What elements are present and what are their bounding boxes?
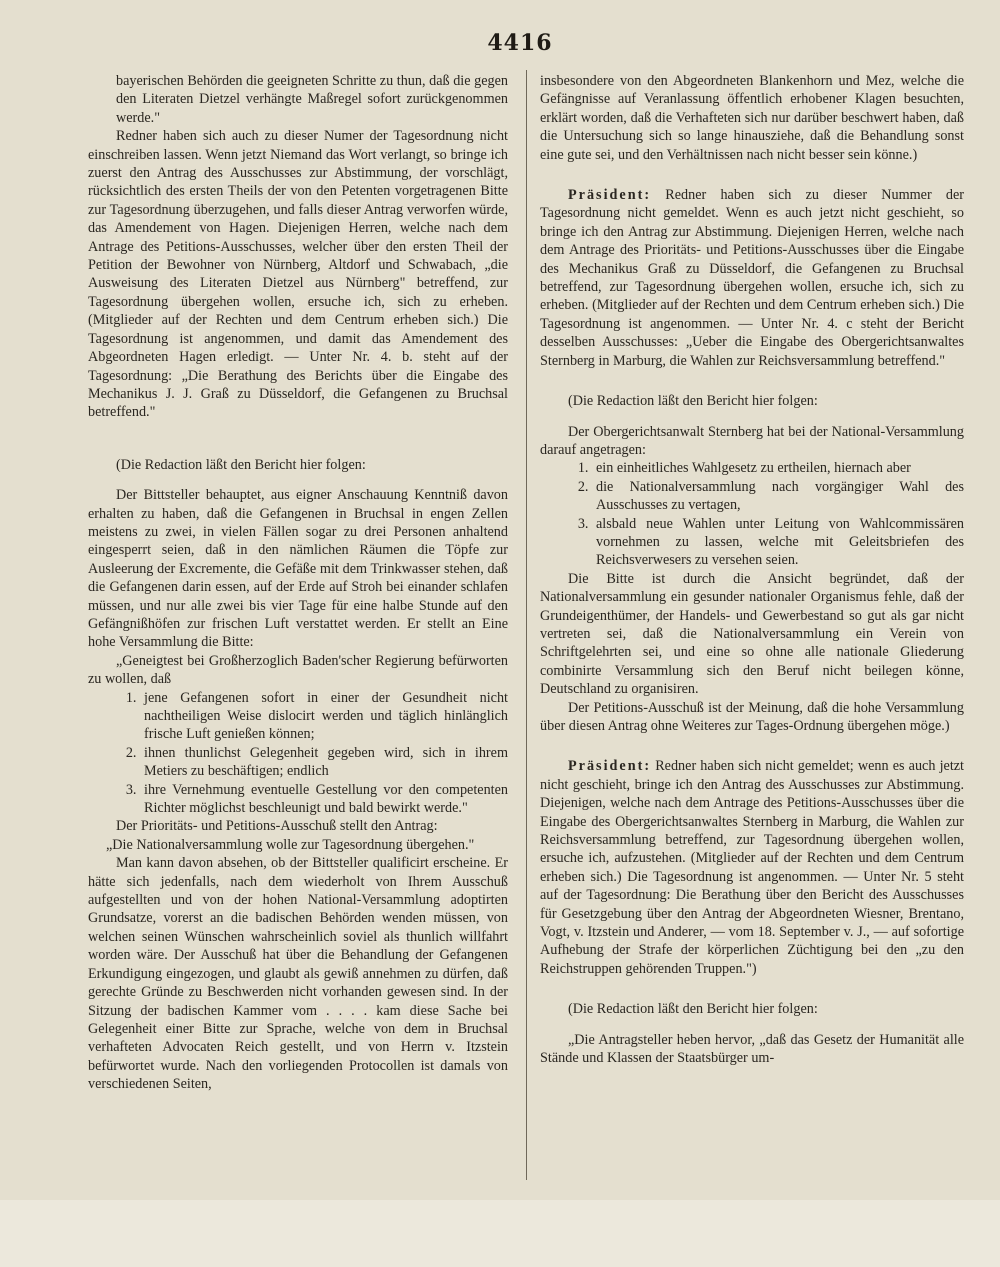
paragraph: Der Prioritäts- und Petitions-Ausschuß stellt den Antrag: bbox=[116, 818, 438, 835]
column-divider bbox=[526, 70, 527, 1180]
request-list bbox=[540, 459, 964, 569]
redaction-note: (Die Redaction läßt den Bericht hier folgen: bbox=[568, 393, 818, 410]
paragraph: Der Obergerichtsanwalt Sternberg hat bei der National-Versammlung darauf angetragen: bbox=[540, 423, 964, 458]
paragraph: Die Bitte ist durch die Ansicht begründet, daß der Nationalversammlung ein gesunder nationaler Organismus fehle, daß der Grundeigenthümer, der Handels- und Gewerbestand so gut als gar nicht vertreten sei, daß die Nationalversammlung ein Verein von Schriftgelehrten sei, und eine so ohne alle nationale Gliederung combinirte Versammlung sich den Beruf nicht beilegen könne, Deutschland zu organisiren. bbox=[540, 570, 964, 698]
paragraph: Der Petitions-Ausschuß ist der Meinung, daß die hohe Versammlung über diesen Antrag ohne Weiteres zur Tages-Ordnung übergehen möge.) bbox=[540, 699, 964, 734]
paragraph: Redner haben sich auch zu dieser Numer der Tagesordnung nicht einschreiben lassen. Wenn jetzt Niemand das Wort verlangt, so bringe ich zuerst den Antrag des Ausschusses zur Abstimmung, der vorschlägt, rücksichtlich des ersten Theils der von den Petenten vorgetragenen Bitte zur Tagesordnung überzugehen, und falls dieser Antrag verworfen würde, das Amendement von Hagen. Diejenigen Herren, welche nach dem Antrage des Petitions-Ausschusses, welcher über den ersten Theil der Petition der Bewohner von Nürnberg, Altdorf und Schwabach, „die Ausweisung des Literaten Dietzel aus Nürnberg" betreffend, zur Tagesordnung übergehen wollen, ersuche ich, sich zu erheben. (Mitglieder auf der Rechten und dem Centrum erheben sich.) Die Tagesordnung ist angenommen, und damit das Amendement des Abgeordneten Hagen erledigt. — Unter Nr. 4. b. steht auf der Tagesordnung: „Die Berathung des Berichts über die Eingabe des Mechanikus J. J. Graß zu Düsseldorf, die Gefangenen zu Bruchsal betreffend." bbox=[88, 128, 508, 421]
paragraph: „Die Antragsteller heben hervor, „daß das Gesetz der Humanität alle Stände und Klassen der Staatsbürger um- bbox=[540, 1031, 964, 1067]
paragraph: insbesondere von den Abgeordneten Blankenhorn und Mez, welche die Gefängnisse auf Veranlassung öffentlich erhobener Klagen besuchten, erklärt worden, daß die Verhafteten sich nur darüber beschwert haben, daß die Untersuchung sich so lange hinausziehe, daß die Behandlung sonst eine gute sei, und den Verhältnissen nach nicht besser sein könne.) bbox=[540, 73, 964, 163]
speaker-label: Präsident: bbox=[568, 187, 652, 204]
list-item: 1. ein einheitliches Wahlgesetz zu ertheilen, hiernach aber bbox=[592, 459, 964, 477]
list-item: 2. die Nationalversammlung nach vorgängiger Wahl des Ausschusses zu vertagen, bbox=[592, 478, 964, 515]
left-column bbox=[88, 72, 508, 1094]
page-bottom-margin bbox=[0, 1200, 1000, 1267]
speech-text: Redner haben sich zu dieser Nummer der Tagesordnung nicht gemeldet. Wenn es auch jetzt nicht geschieht, so bringe ich den Antrag zur Abstimmung. Diejenigen Herren, welche nach dem Antrage des Prioritäts- und Petitions-Ausschusses über die Eingabe des Mechanikus Graß zu Düsseldorf, die Gefangenen zu Bruchsal betreffend, zur Tagesordnung übergehen wollen, ersuche ich, sich zu erheben. (Mitglieder auf der Rechten und dem Centrum erheben sich.) Die Tagesordnung ist angenommen. — Unter Nr. 4. c steht der Bericht desselben Ausschusses: „Ueber die Eingabe des Obergerichtsanwaltes Sternberg in Marburg, die Wahlen zur Reichsversammlung betreffend." bbox=[540, 187, 964, 369]
list-item: 2. ihnen thunlichst Gelegenheit gegeben wird, sich in ihrem Metiers zu beschäftigen; endlich bbox=[140, 744, 508, 781]
speech-text: Redner haben sich nicht gemeldet; wenn es auch jetzt nicht geschieht, bringe ich den Antrag des Ausschusses zur Abstimmung. Diejenigen, welche nach dem Antrage des Petitions-Ausschusses über die Eingabe des Obergerichtsanwaltes Sternberg in Marburg, die Wahlen zur Reichsversammlung betreffend, zur Tagesordnung übergehen wollen, ersuche ich, aufzustehen. (Mitglieder auf der Rechten und dem Centrum erheben sich.) Die Tagesordnung ist angenommen. — Unter Nr. 5 steht auf der Tagesordnung: Die Berathung über den Bericht des Ausschusses für Gesetzgebung über den Antrag der Abgeordneten Wiesner, Brentano, Vogt, v. Itzstein und Anderer, — vom 18. September v. J., — auf sofortige Aufhebung der Strafe der körperlichen Züchtigung bei den „zu den Reichstruppen gehörenden Truppen.") bbox=[540, 758, 965, 977]
speaker-label: Präsident: bbox=[568, 758, 652, 775]
paragraph bbox=[540, 186, 964, 370]
petition-list bbox=[88, 689, 508, 818]
redaction-note: (Die Redaction läßt den Bericht hier folgen: bbox=[568, 1001, 818, 1018]
paragraph: Der Bittsteller behauptet, aus eigner Anschauung Kenntniß davon erhalten zu haben, daß die Gefangenen in Bruchsal in engen Zellen meistens zu zwei, in vielen Fällen sogar zu drei Personen anhaltend eingesperrt seien, daß in den nämlichen Räumen die Töpfe zur Ausleerung der Excremente, die Gefäße mit dem Trinkwasser stehen, daß die Gefangenen darin essen, auf der Erde auf Stroh bei einander schlafen müssen, und nur alle zwei bis vier Tage für eine halbe Stunde auf den Gefängnißhöfen zur frischen Luft verstattet werden. Er stellt an Eine hohe Versammlung die Bitte: bbox=[88, 487, 508, 651]
list-item: 1. jene Gefangenen sofort in einer der Gesundheit nicht nachtheiligen Weise dislocirt werden und täglich hinlänglich frische Luft genießen können; bbox=[140, 689, 508, 744]
paragraph bbox=[540, 757, 964, 978]
list-item: 3. alsbald neue Wahlen unter Leitung von Wahlcommissären vornehmen zu lassen, welche mit Geleitsbriefen des Reichsverwesers zu versehen seien. bbox=[592, 515, 964, 570]
paragraph: „Geneigtest bei Großherzoglich Baden'scher Regierung befürworten zu wollen, daß bbox=[88, 652, 508, 688]
list-item: 3. ihre Vernehmung eventuelle Gestellung vor den competenten Richter möglichst beschleunigt und bald bewirkt werde." bbox=[140, 781, 508, 818]
paragraph: Man kann davon absehen, ob der Bittsteller qualificirt erscheine. Er hätte sich jedenfalls, nach dem wiederholt von Ihrem Ausschuß aufgestellten und von der hohen National-Versammlung adoptirten Grundsatze, vorerst an die badischen Behörden wenden müssen, von welchen seinen Wünschen wahrscheinlich soviel als thunlich willfahrt worden wäre. Der Ausschuß hat über die Behandlung der Gefangenen Erkundigung eingezogen, und glaubt als gewiß annehmen zu dürfen, daß gerechte Gründe zu Beschwerden nicht vorhanden gewesen sind. In der Sitzung der badischen Kammer vom . . . . kam diese Sache bei Gelegenheit einer Bitte zur Sprache, welche von dem in Bruchsal verhafteten Advocaten Reich gestellt, und von Herrn v. Itzstein befürwortet wurde. Nach den vorliegenden Protocollen ist damals von verschiedenen Seiten, bbox=[88, 855, 508, 1093]
quote: „Die Nationalversammlung wolle zur Tagesordnung übergehen." bbox=[106, 836, 475, 853]
right-column bbox=[540, 72, 964, 1068]
page-number: 4416 bbox=[487, 30, 553, 56]
paragraph: bayerischen Behörden die geeigneten Schritte zu thun, daß die gegen den Literaten Dietzel verhängte Maßregel sofort zurückgenommen werde." bbox=[116, 73, 508, 126]
redaction-note: (Die Redaction läßt den Bericht hier folgen: bbox=[116, 456, 366, 473]
